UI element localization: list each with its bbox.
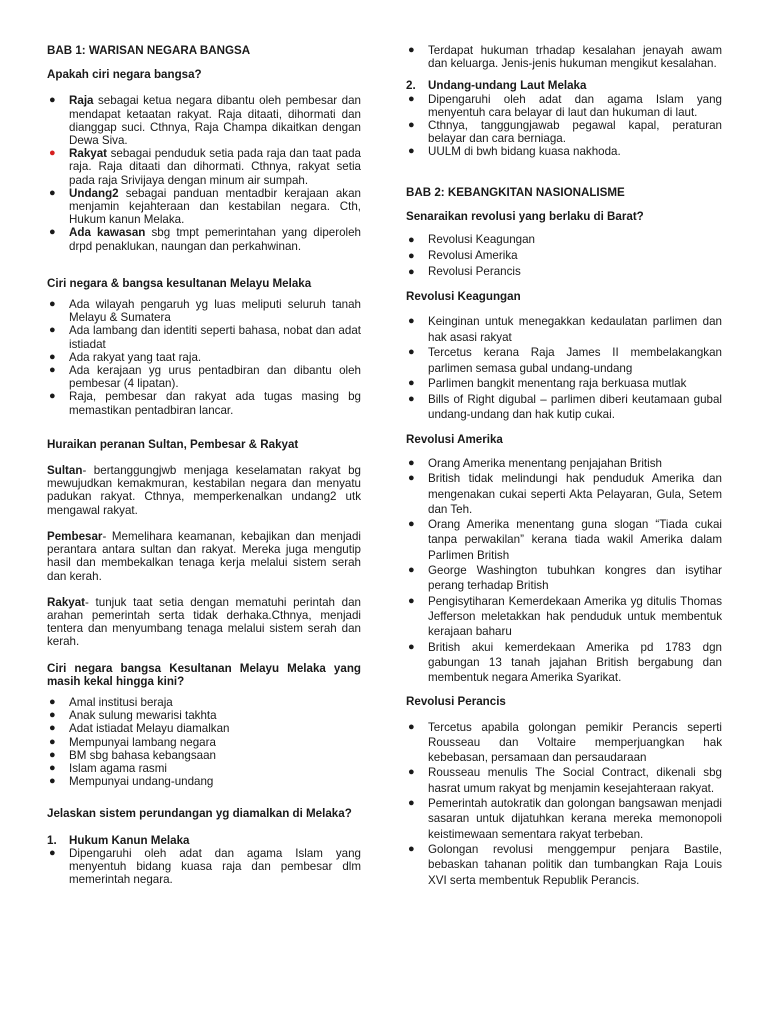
bullet-icon: ● [408,797,415,810]
bullet-icon: ● [408,234,415,247]
list-item: ● Keinginan untuk menegakkan kedaulatan parlimen dan hak asasi rakyat [408,315,722,344]
bullet-icon: ● [49,226,56,239]
list-item: ● Tercetus kerana Raja James II membelakangkan parlimen semasa gubal undang-undang [408,346,722,375]
list-item: ● Pengisytiharan Kemerdekaan Amerika yg ditulis Thomas Jefferson meletakkan hak penduduk untuk membentuk kerajaan baharu [408,594,722,639]
list-item: ● BM sbg bahasa kebangsaan [49,748,216,762]
list-item: ● Orang Amerika menentang penjajahan British [408,456,662,470]
bullet-icon: ● [49,147,56,160]
list-item: ● Raja sebagai ketua negara dibantu oleh pembesar dan mendapat ketaatan rakyat. Raja ditaati, dihormati dan dianggap suci. Cthnya, Raja Champa dikaitkan dengan Dewa Siva. [49,94,361,148]
list-item: ● Anak sulung mewarisi takhta [49,709,217,723]
list-item: ● British tidak melindungi hak penduduk Amerika dan mengenakan cukai seperti Akta Pelayaran, Gula, Setem dan Teh. [408,472,722,516]
bullet-icon: ● [49,695,56,708]
bullet-icon: ● [49,722,56,735]
law2-heading: 2. Undang-undang Laut Melaka [406,79,587,93]
bullet-icon: ● [49,298,56,311]
list-item: ● Orang Amerika menentang guna slogan “Tiada cukai tanpa perwakilan” kerana tiada wakil Amerika dalam Parlimen British [408,518,722,562]
list-item: ● Ada kawasan sbg tmpt pemerintahan yang diperoleh drpd penaklukan, naungan dan perkahwinan. [49,226,361,253]
bullet-icon: ● [408,145,415,158]
bullet-icon: ● [408,518,415,531]
bullet-icon: ● [49,735,56,748]
bullet-icon: ● [408,842,415,855]
bullet-icon: ● [408,564,415,577]
list-item: ● Dipengaruhi oleh adat dan agama Islam yang menyentuh cara belayar di laut dan hukuman di laut. [408,92,722,119]
list-item: ● Revolusi Amerika [408,249,518,263]
revolusi-keagungan-title: Revolusi Keagungan [406,290,521,304]
question-ciri-kekal: Ciri negara bangsa Kesultanan Melayu Melaka yang masih kekal hingga kini? [47,661,361,688]
list-item: ● UULM di bwh bidang kuasa nakhoda. [408,145,621,159]
bullet-icon: ● [408,766,415,779]
ciri-kekal-list [47,696,361,788]
list-item: ● Revolusi Keagungan [408,233,535,247]
question-peranan: Huraikan peranan Sultan, Pembesar & Rakyat [47,437,299,451]
ciri-melaka-list [47,298,361,417]
bullet-icon: ● [49,364,56,377]
bab1-title: BAB 1: WARISAN NEGARA BANGSA [47,44,251,57]
list-item: ● Golongan revolusi menggempur penjara Bastile, bebaskan tahanan politik dan tumbangkan Raja Louis XVI serta membentuk Republik Perancis. [408,842,722,887]
list-item: ● Terdapat hukuman trhadap kesalahan jenayah awam dan keluarga. Jenis-jenis hukuman mengikut kesalahan. [408,44,722,71]
bullet-icon: ● [49,324,56,337]
law1-continued-list [406,44,722,70]
question-ciri-melaka: Ciri negara & bangsa kesultanan Melayu Melaka [47,276,312,290]
pembesar-paragraph: Pembesar- Memelihara keamanan, kebajikan dan menjadi perantara antara sultan dan rakyat. Mereka juga mengutip hasil dan membekalkan tenaga kerja melalui sistem serah dan kerah. [47,529,361,583]
list-item: ● Ada lambang dan identiti seperti bahasa, nobat dan adat istiadat [49,324,361,351]
list-item: ● Bills of Right digubal – parlimen diberi keutamaan gubal undang-undang dan hak kutip cukai. [408,392,722,422]
question-perundangan: Jelaskan sistem perundangan yg diamalkan di Melaka? [47,807,352,821]
bullet-icon: ● [408,377,415,390]
rakyat-paragraph: Rakyat- tunjuk taat setia dengan mematuhi perintah dan arahan pemerintah serta tidak derhaka.Cthnya, menjadi tentera dan menyumbang tenaga melalui sistem serah dan kerah. [47,595,361,649]
list-item: ● Amal institusi beraja [49,695,173,709]
revolusi-barat-list [406,232,722,280]
revolusi-perancis-list [406,720,722,888]
bullet-icon: ● [49,748,56,761]
revolusi-amerika-title: Revolusi Amerika [406,432,503,446]
bullet-icon: ● [49,186,56,199]
bullet-icon: ● [408,315,415,328]
bullet-icon: ● [408,720,415,733]
ciri-negara-bangsa-list [47,94,361,252]
bullet-icon: ● [408,119,415,132]
bullet-icon: ● [408,472,415,485]
sultan-paragraph: Sultan- bertanggungjwb menjaga keselamatan rakyat bg mewujudkan kemakmuran, kestabilan negara dan menyatu padukan rakyat. Cthnya, memperkenalkan undang2 utk mengawal rakyat. [47,464,361,517]
bullet-icon: ● [49,775,56,788]
list-item: ● Tercetus apabila golongan pemikir Perancis seperti Rousseau dan Voltaire memperjuangkan hak kebebasan, persamaan dan persaudaraan [408,720,722,765]
list-item: ● British akui kemerdekaan Amerika pd 1783 dgn gabungan 13 tanah jajahan British bergabung dan membentuk negara Amerika Syarikat. [408,640,722,685]
question-revolusi-barat: Senaraikan revolusi yang berlaku di Barat? [406,209,644,223]
list-item: ● Revolusi Perancis [408,265,521,279]
bullet-icon: ● [408,594,415,607]
bullet-icon: ● [49,709,56,722]
bab2-title: BAB 2: KEBANGKITAN NASIONALISME [406,185,625,199]
bullet-icon: ● [408,456,415,469]
revolusi-amerika-list [406,456,722,685]
list-item: ● Cthnya, tanggungjawab pegawal kapal, peraturan belayar dan cara berniaga. [408,119,722,146]
law1-heading: 1. Hukum Kanun Melaka [47,833,190,847]
list-item: ● Mempunyai undang-undang [49,775,214,789]
list-item: ● Mempunyai lambang negara [49,735,216,749]
list-item: ● George Washington tubuhkan kongres dan isytihar perang terhadap British [408,564,722,593]
right-column [406,0,722,888]
list-item: ● Parlimen bangkit menentang raja berkuasa mutlak [408,377,687,391]
bullet-icon: ● [408,640,415,653]
list-item: ● Dipengaruhi oleh adat dan agama Islam yang menyentuh bidang kuasa raja dan pembesar dlm memerintah negara. [49,846,361,887]
bullet-icon: ● [49,846,56,859]
bullet-icon: ● [408,250,415,263]
list-item: ● Adat istiadat Melayu diamalkan [49,722,230,736]
question-ciri-negara-bangsa: Apakah ciri negara bangsa? [47,68,202,82]
bullet-icon: ● [49,761,56,774]
list-item: ● Islam agama rasmi [49,761,167,775]
left-column [47,0,361,886]
bullet-icon: ● [49,94,56,107]
bullet-icon: ● [408,44,415,56]
list-item: ● Pemerintah autokratik dan golongan bangsawan menjadi sasaran untuk dijatuhkan kerana mereka memonopoli keistimewaan sementara rakyat terbeban. [408,797,722,841]
list-item: ● Raja, pembesar dan rakyat ada tugas masing bg memastikan pentadbiran lancar. [49,390,361,417]
bullet-icon: ● [408,266,415,279]
bullet-icon: ● [408,346,415,359]
list-item: ● Rousseau menulis The Social Contract, dikenali sbg hasrat umum rakyat bg menjamin kesejahteraan rakyat. [408,766,722,795]
bullet-icon: ● [408,392,415,405]
bullet-icon: ● [49,390,56,403]
list-item: ● Rakyat sebagai penduduk setia pada raja dan taat pada raja. Raja ditaati dan dihormati. Cthnya, rakyat setia pada raja Srivijaya dengan minum air sumpah. [49,147,361,187]
revolusi-keagungan-list [406,314,722,423]
law1-list [47,847,361,887]
revolusi-perancis-title: Revolusi Perancis [406,695,506,709]
list-item: ● Ada rakyat yang taat raja. [49,350,202,364]
law2-list [406,93,722,159]
list-item: ● Ada kerajaan yg urus pentadbiran dan dibantu oleh pembesar (4 lipatan). [49,364,361,391]
bullet-icon: ● [408,92,415,105]
list-item: ● Undang2 sebagai panduan mentadbir kerajaan akan menjamin kejahteraan dan kestabilan negara. Cth, Hukum kanun Melaka. [49,186,361,227]
bullet-icon: ● [49,350,56,363]
list-item: ● Ada wilayah pengaruh yg luas meliputi seluruh tanah Melayu & Sumatera [49,298,361,325]
